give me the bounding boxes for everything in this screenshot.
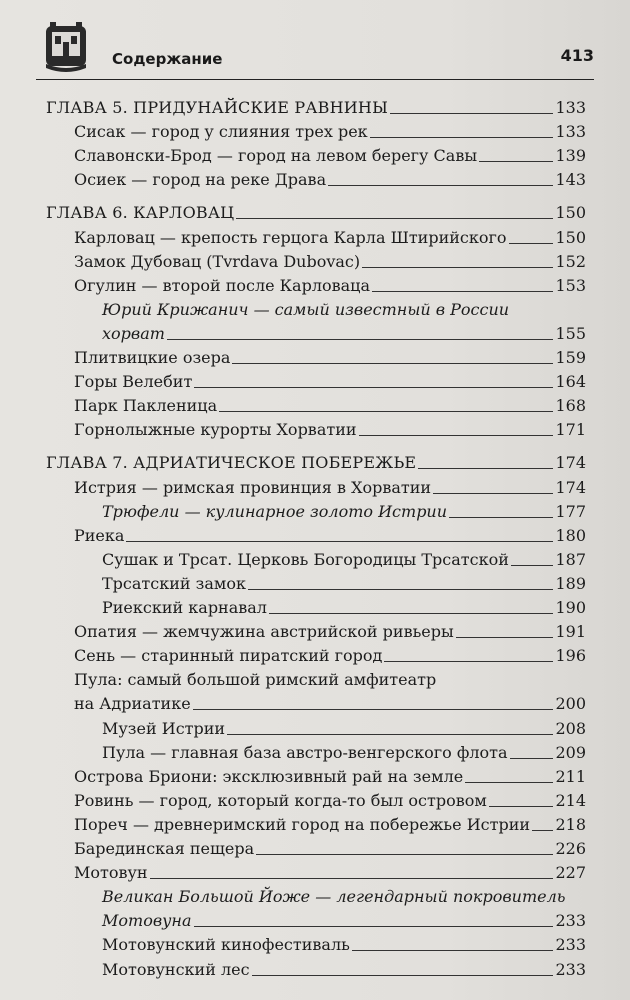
toc-leader-line bbox=[256, 854, 553, 855]
toc-page-number: 180 bbox=[555, 525, 586, 545]
toc-page-number: 152 bbox=[555, 251, 586, 271]
toc-leader-line bbox=[370, 137, 554, 138]
toc-entry-row bbox=[46, 690, 586, 714]
toc-entry-row bbox=[46, 763, 586, 787]
toc-entry-row bbox=[46, 883, 586, 907]
toc-page-number: 209 bbox=[555, 742, 586, 762]
toc-leader-line bbox=[449, 517, 553, 518]
toc-page-number: 208 bbox=[555, 718, 586, 738]
toc-entry-row bbox=[46, 594, 586, 618]
toc-page-number: 133 bbox=[555, 98, 586, 117]
toc-entry-row bbox=[46, 474, 586, 498]
toc-entry-title: Горы Велебит bbox=[74, 372, 193, 392]
toc-entry-title: Осиек — город на реке Драва bbox=[74, 170, 327, 190]
toc-entry-title: Горнолыжные курорты Хорватии bbox=[74, 420, 357, 440]
toc-leader-line bbox=[194, 926, 554, 927]
toc-entry-title: Пула: самый большой римский амфитеатр bbox=[74, 670, 437, 690]
toc-leader-line bbox=[465, 782, 553, 783]
toc-entry-row bbox=[46, 666, 586, 690]
toc-entry-row bbox=[46, 118, 586, 142]
toc-entry-row bbox=[46, 392, 586, 416]
toc-chapter-row bbox=[46, 199, 586, 223]
toc-leader-line bbox=[150, 878, 554, 879]
toc-leader-line bbox=[384, 661, 553, 662]
toc-entry-row bbox=[46, 272, 586, 296]
toc-leader-line bbox=[248, 589, 553, 590]
toc-leader-line bbox=[372, 291, 553, 292]
toc-leader-line bbox=[510, 758, 554, 759]
toc-entry-row bbox=[46, 739, 586, 763]
toc-entry-title: хорват bbox=[102, 323, 165, 343]
toc-entry-row bbox=[46, 166, 586, 190]
toc-leader-line bbox=[219, 411, 553, 412]
toc-entry-title: Сисак — город у слияния трех рек bbox=[74, 122, 368, 142]
toc-entry-row bbox=[46, 522, 586, 546]
toc-entry-row bbox=[46, 715, 586, 739]
toc-entry-title: на Адриатике bbox=[74, 694, 191, 714]
toc-page-number: 200 bbox=[555, 694, 586, 714]
toc-page-number: 168 bbox=[555, 396, 586, 416]
toc-entry-title: Риека bbox=[74, 525, 125, 545]
toc-entry-title: Опатия — жемчужина австрийской ривьеры bbox=[74, 622, 454, 642]
toc-leader-line bbox=[328, 185, 553, 186]
toc-chapter-row bbox=[46, 449, 586, 473]
page-header bbox=[0, 0, 630, 88]
toc-entry-title: Острова Бриони: эксклюзивный рай на земле bbox=[74, 766, 464, 786]
toc-page-number: 211 bbox=[555, 766, 586, 786]
toc-entry-title: ГЛАВА 7. АДРИАТИЧЕСКОЕ ПОБЕРЕЖЬЕ bbox=[46, 453, 417, 473]
toc-entry-title: Славонски-Брод — город на левом берегу Савы bbox=[74, 146, 478, 166]
toc-entry-title: Сушак и Трсат. Церковь Богородицы Трсатской bbox=[102, 549, 509, 569]
toc-entry-row bbox=[46, 546, 586, 570]
toc-entry-row bbox=[46, 570, 586, 594]
toc-entry-title: Юрий Крижанич — самый известный в России bbox=[102, 299, 510, 319]
toc-entry-title: Мотовунский кинофестиваль bbox=[102, 935, 350, 955]
toc-leader-line bbox=[126, 541, 553, 542]
toc-entry-row bbox=[46, 416, 586, 440]
toc-page-number: 171 bbox=[555, 420, 586, 440]
toc-page-number: 189 bbox=[555, 573, 586, 593]
toc-entry-title: Истрия — римская провинция в Хорватии bbox=[74, 477, 432, 497]
toc-entry-title: Великан Большой Йоже — легендарный покровитель bbox=[102, 887, 566, 907]
toc-page-number: 218 bbox=[555, 814, 586, 834]
toc-page-number: 150 bbox=[555, 227, 586, 247]
toc-page-number: 191 bbox=[555, 622, 586, 642]
toc-entry-title: Трсатский замок bbox=[102, 573, 246, 593]
toc-entry-title: Мотовунский лес bbox=[102, 959, 250, 979]
toc-page-number: 190 bbox=[555, 598, 586, 617]
toc-entry-title: Риекский карнавал bbox=[102, 598, 267, 617]
toc-leader-line bbox=[511, 565, 554, 566]
page-number: 413 bbox=[560, 46, 594, 65]
toc-page-number: 233 bbox=[555, 935, 586, 955]
toc-entry-title: Ровинь — город, который когда-то был островом bbox=[74, 790, 487, 810]
toc-page-number: 174 bbox=[555, 453, 586, 473]
toc-entry-title: Сень — старинный пиратский город bbox=[74, 646, 383, 666]
toc-leader-line bbox=[194, 387, 553, 388]
toc-leader-line bbox=[509, 243, 554, 244]
toc-leader-line bbox=[269, 613, 553, 614]
toc-entry-row bbox=[46, 296, 586, 320]
toc-page-number: 233 bbox=[555, 911, 586, 931]
toc-page-number: 139 bbox=[555, 146, 586, 166]
toc-entry-title: Трюфели — кулинарное золото Истрии bbox=[102, 501, 448, 521]
toc-leader-line bbox=[362, 267, 553, 268]
toc-page-number: 233 bbox=[555, 959, 586, 979]
toc-page-number: 159 bbox=[555, 348, 586, 367]
toc-entry-row bbox=[46, 931, 586, 955]
toc-chapter-row bbox=[46, 94, 586, 118]
toc-entry-row bbox=[46, 498, 586, 522]
toc-page-number: 153 bbox=[555, 275, 586, 295]
toc-leader-line bbox=[479, 161, 553, 162]
toc-leader-line bbox=[359, 435, 554, 436]
toc-entry-title: Замок Дубовац (Tvrdava Dubovac) bbox=[74, 251, 361, 271]
toc-leader-line bbox=[390, 113, 553, 114]
toc-entry-row bbox=[46, 835, 586, 859]
toc-entry-row bbox=[46, 344, 586, 368]
toc-entry-row bbox=[46, 320, 586, 344]
toc-page-number: 227 bbox=[555, 863, 586, 883]
toc-entry-title: Огулин — второй после Карловаца bbox=[74, 275, 371, 295]
toc-entry-row bbox=[46, 642, 586, 666]
toc-page-number: 133 bbox=[555, 122, 586, 142]
toc-entry-title: Пула — главная база австро-венгерского флота bbox=[102, 742, 508, 762]
toc-entry-row bbox=[46, 956, 586, 980]
toc-leader-line bbox=[532, 830, 553, 831]
toc-page-number: 150 bbox=[555, 203, 586, 223]
toc-leader-line bbox=[236, 218, 553, 219]
toc-entry-row bbox=[46, 142, 586, 166]
toc-entry-row bbox=[46, 907, 586, 931]
toc-entry-title: ГЛАВА 6. КАРЛОВАЦ bbox=[46, 203, 235, 223]
toc-leader-line bbox=[232, 363, 553, 364]
toc-page-number: 187 bbox=[555, 549, 586, 569]
toc-entry-title: Пореч — древнеримский город на побережье Истрии bbox=[74, 814, 531, 834]
toc-leader-line bbox=[227, 734, 553, 735]
toc-page-number: 196 bbox=[555, 646, 586, 666]
toc-entry-row bbox=[46, 224, 586, 248]
toc-leader-line bbox=[167, 339, 554, 340]
toc-entry-row bbox=[46, 859, 586, 883]
toc-entry-title: ГЛАВА 5. ПРИДУНАЙСКИЕ РАВНИНЫ bbox=[46, 98, 389, 117]
toc-entry-title: Барединская пещера bbox=[74, 839, 255, 858]
toc-leader-line bbox=[433, 493, 553, 494]
toc-entry-row bbox=[46, 248, 586, 272]
toc-entry-title: Мотовуна bbox=[102, 911, 192, 931]
toc-entry-title: Плитвицкие озера bbox=[74, 348, 231, 367]
toc-leader-line bbox=[418, 468, 553, 469]
castle-emblem-icon bbox=[42, 20, 90, 72]
toc-leader-line bbox=[352, 950, 554, 951]
toc-leader-line bbox=[456, 637, 554, 638]
toc-entry-title: Музей Истрии bbox=[102, 718, 226, 738]
toc-leader-line bbox=[252, 975, 554, 976]
toc-entry-row bbox=[46, 618, 586, 642]
toc-page-number: 214 bbox=[555, 790, 586, 810]
toc-page-number: 155 bbox=[555, 323, 586, 343]
toc-page-number: 174 bbox=[555, 477, 586, 497]
toc-entry-row bbox=[46, 368, 586, 392]
running-title: Содержание bbox=[112, 50, 223, 68]
toc-entry-title: Парк Пакленица bbox=[74, 396, 218, 416]
toc-page-number: 143 bbox=[555, 170, 586, 190]
header-rule bbox=[36, 79, 594, 80]
toc-leader-line bbox=[193, 709, 554, 710]
toc-entry-row bbox=[46, 811, 586, 835]
toc-page-number: 164 bbox=[555, 372, 586, 392]
toc-page-number: 177 bbox=[555, 501, 586, 521]
toc-leader-line bbox=[489, 806, 554, 807]
toc-entry-title: Карловац — крепость герцога Карла Штирийского bbox=[74, 227, 507, 247]
toc-entry-row bbox=[46, 787, 586, 811]
toc-page-number: 226 bbox=[555, 839, 586, 858]
toc-entry-title: Мотовун bbox=[74, 863, 148, 883]
